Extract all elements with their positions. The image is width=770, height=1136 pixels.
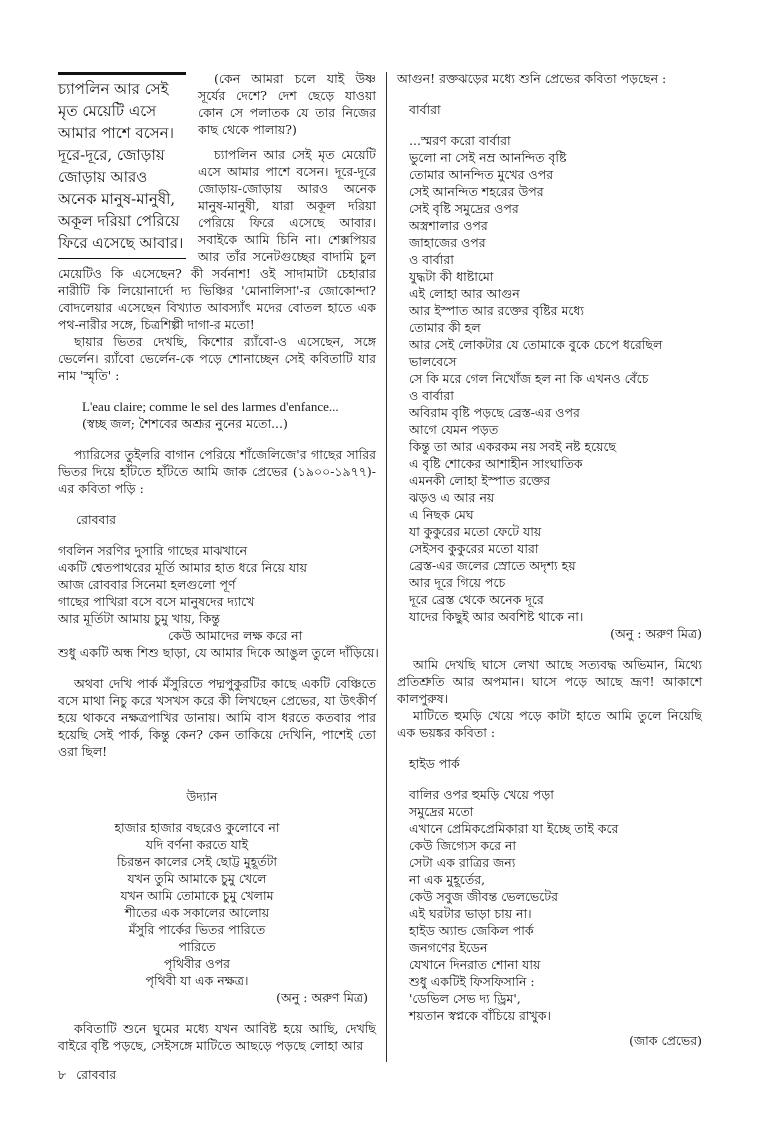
poem-hyde-park: [397, 786, 702, 1024]
poem-line: কেউ আমাদের লক্ষ করে না: [168, 628, 303, 643]
poem-line: যাদের কিছুই আর অবশিষ্ট থাকে না।: [409, 609, 584, 624]
pull-quote-line: আমার পাশে বসেন।: [58, 124, 174, 142]
poem-line: পৃথিবী যা এক নক্ষত্র।: [145, 973, 249, 988]
paragraph: মাটিতে হুমড়ি খেয়ে পড়ে কাটা হাতে আমি তুলে নিয়েছি এক ভয়ঙ্কর কবিতা :: [397, 708, 702, 740]
poem-line: যা কুকুরের মতো ফেটে যায়: [409, 524, 542, 539]
poem-line: এ বৃষ্টি শোকের আশাহীন সাংঘাতিক: [409, 456, 583, 471]
poem-line: সেই বৃষ্টি সমুদ্রের ওপর: [409, 201, 519, 216]
poem-line: পারিতে: [178, 939, 216, 954]
poem-line: চিরন্তন কালের সেই ছোট্ট মুহূর্তটা: [116, 854, 278, 869]
poem-line: ভালবেসে: [409, 354, 457, 369]
page-footer: [58, 1066, 116, 1083]
poem-line: শুধু একটিই ফিসফিসানি :: [409, 974, 535, 989]
poem-line: যেখানে দিনরাত শোনা যায়: [409, 957, 541, 972]
french-quote-translation: (স্বচ্ছ জল; শৈশবের অশ্রূর নুনের মতো...): [82, 416, 288, 431]
poem-line: তোমার আনন্দিত মুখের ওপর: [409, 167, 554, 182]
poem-line: শীতের এক সকালের আলোয়: [124, 905, 270, 920]
poem-line: দূরে ব্রেস্ত থেকে অনেক দূরে: [409, 592, 544, 607]
poem-line: ঝড়ও এ আর নয়: [409, 490, 495, 505]
paragraph: প্যারিসের তুইলরি বাগান পেরিয়ে শাঁজেলিজে'র গাছের সারির ভিতর দিয়ে হাঁটতে হাঁটতে আমি জাক প্রেভের (১৯০০-১৯৭৭)-এর কবিতা পড়ি :: [58, 447, 376, 496]
paragraph: আমি দেখছি ঘাসে লেখা আছে সত্যবদ্ধ অভিমান, মিথ্যে প্রতিশ্রুতি আর অপমান। ঘাসে পড়ে আছে ভ্রূণ! আকাশে কালপুরুষ।: [397, 657, 702, 706]
poem-line: জনগণের ইডেন: [409, 940, 488, 955]
left-column: [58, 70, 379, 1054]
poem-line: সমুদ্রের মতো: [409, 804, 474, 819]
poem-line: ভুলো না সেই নম্র আনন্দিত বৃষ্টি: [409, 150, 567, 165]
paragraph: (কেন আমরা চলে যাই উষ্ণ সূর্যের দেশে? দেশ ছেড়ে যাওয়া কোন সে পলাতক যে তার নিজের কাছ থেকে পালায়?): [198, 71, 376, 137]
poem-line: এ নিছক মেঘ: [409, 507, 474, 522]
poem-line: বালির ওপর হুমড়ি খেয়ে পড়া: [409, 787, 554, 802]
poem-line: সেইসব কুকুরের মতো যারা: [409, 541, 539, 556]
poem-barbara: [397, 132, 702, 625]
poem-line: যখন আমি তোমাকে চুমু খেলাম: [120, 888, 274, 903]
poem-line: শুধু একটি অন্ধ শিশু ছাড়া, যে আমার দিকে আঙুল তুলে দাঁড়িয়ে।: [58, 645, 379, 660]
poem-sunday: [58, 542, 379, 661]
poem-line: ও বার্বারা: [409, 388, 454, 403]
poem-line: সে কি মরে গেল নিখোঁজ হল না কি এখনও বেঁচে: [409, 371, 649, 386]
pull-quote: [58, 72, 186, 259]
right-column: [397, 70, 702, 1049]
magazine-name: রোববার: [76, 1067, 117, 1082]
pull-quote-line: দূরে-দূরে, জোড়ায়: [58, 146, 165, 164]
poem-title: রোববার: [76, 512, 116, 527]
poem-line: অবিরাম বৃষ্টি পড়ছে ব্রেস্ত-এর ওপর: [409, 405, 580, 420]
poem-line: এই লোহা আর আগুন: [409, 286, 520, 301]
poem-line: 'ডেভিল সেভ দ্য ড্রিম',: [409, 991, 521, 1006]
poem-line: আজ রোববার সিনেমা হলগুলো পূর্ণ: [58, 577, 236, 592]
poem-line: জাহাজের ওপর: [409, 235, 486, 250]
poem-line: আর সেই লোকটার যে তোমাকে বুকে চেপে ধরেছিল: [409, 337, 663, 352]
poem-line: কেউ সবুজ জীবন্ত ভেলভেটের: [409, 889, 558, 904]
poem-line: কিন্তু তা আর একরকম নয় সবই নষ্ট হয়েছে: [409, 439, 617, 454]
translator-credit: (অনু : অরুণ মিত্র): [276, 990, 368, 1005]
poem-line: আগে যেমন পড়ত: [409, 422, 499, 437]
poem-line: তোমার কী হল: [409, 320, 481, 335]
poem-line: যুদ্ধটা কী ধাষ্টামো: [409, 269, 494, 284]
poem-line: আর মূর্তিটা আমায় চুমু খায়, কিন্তু: [58, 611, 220, 626]
poem-line: সেই আনন্দিত শহরের উপর: [409, 184, 544, 199]
poem-title: উদ্যান: [186, 789, 218, 804]
poem-line: হাইড অ্যান্ড জেকিল পার্ক: [409, 923, 534, 938]
poem-line: ব্রেস্ত-এর জলের স্রোতে অদৃশ্য হয়: [409, 558, 576, 573]
poem-line: অস্ত্রশালার ওপর: [409, 218, 488, 233]
poem-line: এমনকী লোহা ইস্পাত রক্তের: [409, 473, 551, 488]
poem-line: আর দূরে গিয়ে পচে: [409, 575, 506, 590]
paragraph: অথবা দেখি পার্ক মঁসুরিতে পদ্মপুকুরটির কাছে একটি বেঞ্চিতে বসে মাথা নিচু করে খসখস করে কী লিখছেন প্রেভের, যা উৎকীর্ণ হয়ে থাকবে নক্ষত্রপাখির ডানায়। আমি বাস ধরতে কতবার পার হয়েছি সেই পার্ক, কিন্তু কেন? কেন তাকিয়ে দেখিনি, পাশেই তো ওরা ছিল!: [58, 676, 376, 759]
pull-quote-line: মৃত মেয়েটি এসে: [58, 102, 157, 120]
poem-line: যদি বর্ণনা করতে যাই: [145, 837, 249, 852]
poem-line: না এক মুহূর্তের,: [409, 872, 486, 887]
pull-quote-line: জোড়ায় আরও: [58, 168, 148, 186]
poem-line: ...স্মরণ করো বার্বারা: [409, 133, 511, 148]
poem-garden: [58, 819, 376, 989]
poem-line: একটি শ্বেতপাথরের মূর্তি আমার হাত ধরে নিয়ে যায়: [58, 560, 308, 575]
pull-quote-line: অকূল দরিয়া পেরিয়ে: [58, 212, 180, 230]
paragraph: ছায়ার ভিতর দেখছি, কিশোর র‍্যাঁবো-ও এসেছেন, সঙ্গে ভের্লেন। র‍্যাঁবো ভের্লেন-কে পড়ে শোনাচ্ছেন সেই কবিতাটি যার নাম 'স্মৃতি' :: [58, 334, 376, 383]
poem-title: বার্বারা: [409, 102, 441, 117]
poem-author: (জাক প্রেভের): [629, 1033, 702, 1048]
column-divider: [386, 72, 387, 1062]
poem-line: গবলিন সরণির দুসারি গাছের মাঝখানে: [58, 543, 248, 558]
paragraph: চ্যাপলিন আর সেই মৃত মেয়েটি এসে আমার পাশে বসেন। দূরে-দূরে জোড়ায়-জোড়ায় আরও অনেক মানুষ-মানুষী, যারা অকূল দরিয়া পেরিয়ে ফিরে এসেছে আবার। সবাইকে আমি চিনি না। শেক্সপিয়র আর তাঁর সনেটগুচ্ছের বাদামি চুল মেয়েটিও কি এসেছেন? কী সর্বনাশ! ওই সাদামাটা চেহারার নারীটি কি লিয়োনার্দো দ্য ভিঞ্চির 'মোনালিসা'-র জোকোন্দা? বোদলেয়ার এসেছেন বিখ্যাত আবস্যাঁৎ মদের বোতল হাতে এক পথ-নারীর সঙ্গে, চিত্রশিল্পী দাগা-র মতো!: [58, 147, 376, 332]
poem-line: গাছের পাখিরা বসে বসে মানুষদের দ্যাখে: [58, 594, 255, 609]
paragraph: আগুন! রক্তঝড়ের মধ্যে শুনি প্রেভের কবিতা পড়ছেন :: [397, 71, 667, 86]
french-quote: L'eau claire; comme le sel des larmes d'enfance...: [82, 399, 339, 414]
pull-quote-line: অনেক মানুষ-মানুষী,: [58, 190, 176, 208]
poem-line: কেউ জিগ্যেস করে না: [409, 838, 517, 853]
poem-line: পৃথিবীর ওপর: [163, 956, 231, 971]
poem-line: সেটা এক রাত্রির জন্য: [409, 855, 516, 870]
pull-quote-line: চ্যাপলিন আর সেই: [58, 80, 169, 98]
poem-line: শয়তান স্বপ্নকে বাঁচিয়ে রাখুক।: [409, 1008, 551, 1023]
poem-line: যখন তুমি আমাকে চুমু খেলে: [127, 871, 267, 886]
translator-credit: (অনু : অরুণ মিত্র): [610, 626, 702, 641]
pull-quote-line: ফিরে এসেছে আবার।: [58, 234, 184, 252]
poem-line: এখানে প্রেমিকপ্রেমিকারা যা ইচ্ছে তাই করে: [409, 821, 619, 836]
page-number: ৮: [58, 1067, 67, 1082]
poem-line: হাজার হাজার বছরেও কুলোবে না: [114, 820, 280, 835]
poem-line: এই ঘরটার ভাড়া চায় না।: [409, 906, 532, 921]
poem-line: মঁসুরি পার্কের ভিতর পারিতে: [128, 922, 266, 937]
poem-title: হাইড পার্ক: [409, 756, 460, 771]
poem-line: আর ইস্পাত আর রক্তের বৃষ্টির মধ্যে: [409, 303, 585, 318]
paragraph: কবিতাটি শুনে ঘুমের মধ্যে যখন আবিষ্ট হয়ে আছি, দেখছি বাইরে বৃষ্টি পড়ছে, সেইসঙ্গে মাটিতে আছড়ে পড়ছে লোহা আর: [58, 1021, 376, 1053]
poem-line: ও বার্বারা: [409, 252, 454, 267]
